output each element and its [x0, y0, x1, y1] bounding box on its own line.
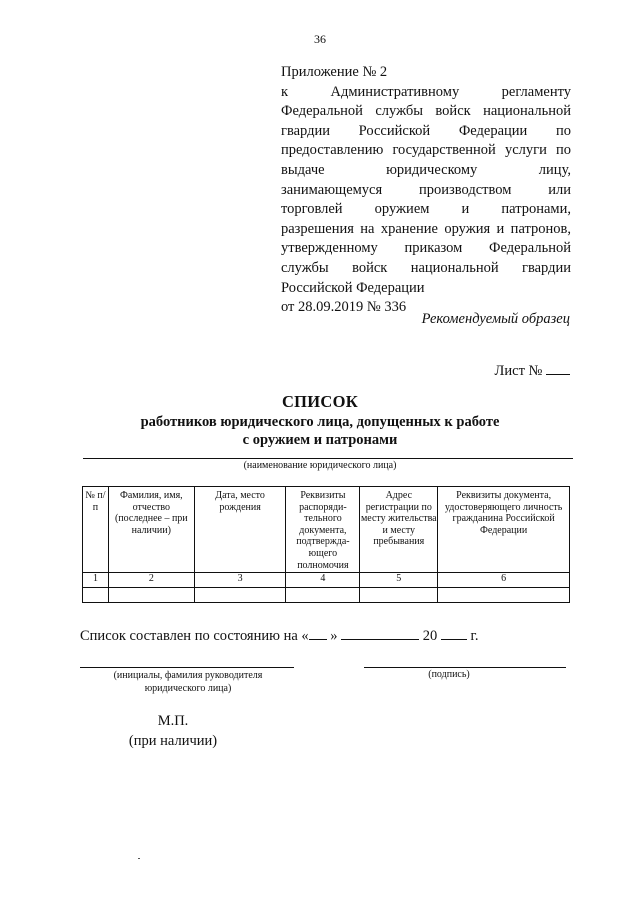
statement-prefix: Список составлен по состоянию на «	[80, 628, 309, 644]
signature-caption: (подпись)	[428, 669, 470, 680]
appendix-line: к Административному регламенту	[281, 83, 571, 100]
page-number: 36	[314, 32, 326, 46]
document-title: СПИСОК	[281, 392, 359, 411]
subtitle-line: с оружием и патронами	[242, 432, 398, 448]
appendix-line: гвардии Российской Федерации по	[281, 122, 571, 139]
seal-label: М.П.	[157, 713, 189, 729]
table-column-number: 2	[108, 573, 194, 588]
table-column-number: 6	[438, 573, 570, 588]
appendix-line: утвержденному приказом Федеральной	[281, 240, 571, 257]
table-header-row	[83, 487, 570, 573]
table-header-cell: Реквизиты документа, удостоверяющего личность гражданина Российской Федерации	[438, 487, 570, 573]
sample-label: Рекомендуемый образец	[421, 311, 570, 327]
statement-year: 20	[422, 628, 438, 644]
head-name-caption: (инициалы, фамилия руководителя юридического лица)	[113, 670, 263, 694]
table-cell[interactable]	[194, 588, 286, 603]
entity-name-caption: (наименование юридического лица)	[243, 460, 397, 471]
table-header-cell: Адрес регистрации по месту жительства и месту пребывания	[360, 487, 438, 573]
appendix-line: Российской Федерации	[281, 279, 425, 296]
appendix-line: Приложение № 2	[281, 64, 388, 80]
scan-speck	[138, 858, 140, 859]
employee-table	[82, 486, 570, 603]
appendix-block	[281, 63, 571, 318]
table-cell[interactable]	[108, 588, 194, 603]
seal-note: (при наличии)	[128, 733, 218, 749]
appendix-line: разрешения на хранение оружия и патронов,	[281, 220, 571, 237]
table-cell[interactable]	[360, 588, 438, 603]
table-cell[interactable]	[286, 588, 360, 603]
compiled-date-statement	[80, 625, 478, 645]
statement-suffix: г.	[470, 628, 479, 644]
subtitle-line: работников юридического лица, допущенных к работе	[140, 414, 500, 430]
appendix-line: службы войск национальной гвардии	[281, 259, 571, 276]
day-blank	[309, 625, 327, 640]
appendix-line: выдаче юридическому лицу,	[281, 161, 571, 178]
table-column-number: 5	[360, 573, 438, 588]
sheet-number-blank	[546, 360, 570, 375]
table-header-cell: Реквизиты распоряди-тельного документа, подтвержда-ющего полномочия	[286, 487, 360, 573]
table-header-cell: Дата, место рождения	[194, 487, 286, 573]
month-blank	[341, 625, 419, 640]
appendix-line: Федеральной службы войск национальной	[281, 103, 571, 120]
sheet-label: Лист №	[494, 363, 543, 379]
signature-line	[364, 667, 566, 668]
table-row	[83, 588, 570, 603]
table-column-number: 3	[194, 573, 286, 588]
statement-quote-close: »	[330, 628, 338, 644]
table-header-cell: № п/п	[83, 487, 109, 573]
appendix-line: занимающемуся производством или	[281, 181, 571, 198]
table-column-number: 1	[83, 573, 109, 588]
document-subtitle	[0, 413, 640, 449]
entity-name-line	[83, 458, 573, 459]
sheet-number-field	[495, 360, 570, 380]
table-header-cell: Фамилия, имя, отчество (последнее – при наличии)	[108, 487, 194, 573]
table-cell[interactable]	[438, 588, 570, 603]
appendix-line: торговлей оружием и патронами,	[281, 201, 571, 218]
table-column-number: 4	[286, 573, 360, 588]
appendix-line: от 28.09.2019 № 336	[281, 299, 407, 316]
head-name-line	[80, 667, 294, 668]
year-blank	[441, 625, 467, 640]
appendix-line: предоставлению государственной услуги по	[281, 142, 571, 159]
table-column-number-row	[83, 573, 570, 588]
table-cell[interactable]	[83, 588, 109, 603]
seal-placeholder	[118, 711, 228, 751]
